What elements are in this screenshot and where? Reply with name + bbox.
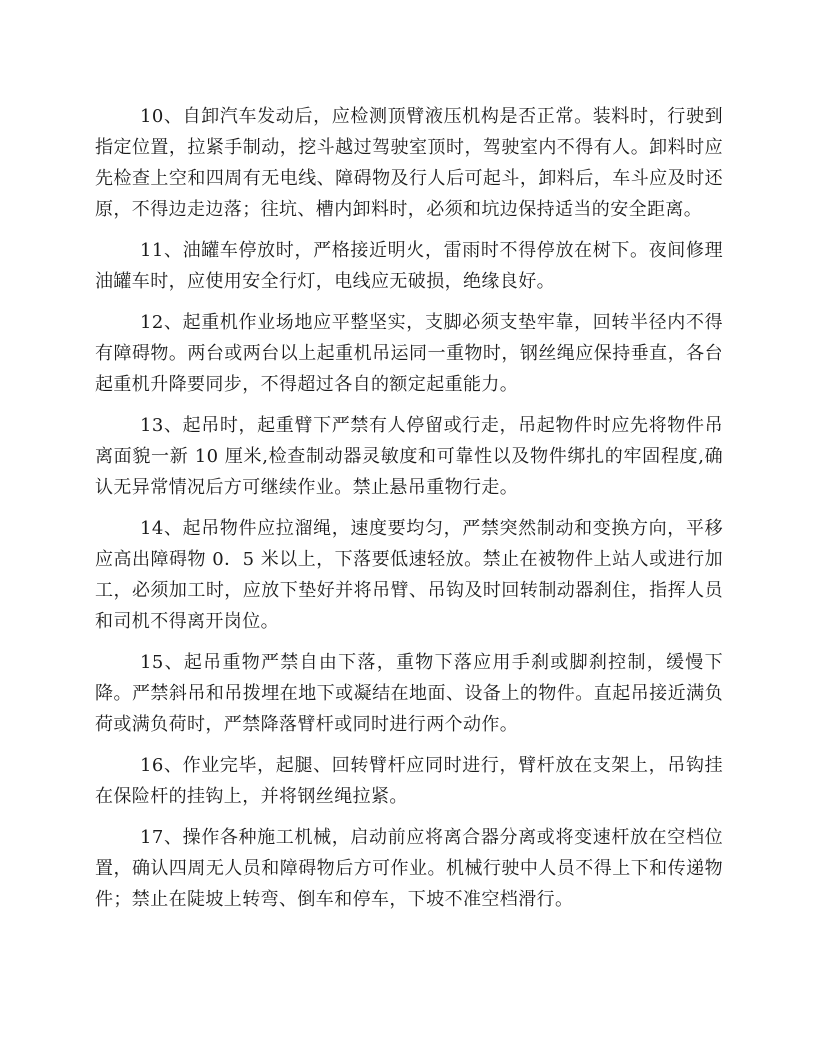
paragraph-rule-10: 10、自卸汽车发动后，应检测顶臂液压机构是否正常。装料时，行驶到指定位置，拉紧手制动，挖斗越过驾驶室顶时，驾驶室内不得有人。卸料时应先检查上空和四周有无电线、障碍物及行人后可起斗，卸料后，车斗应及时还原，不得边走边落；往坑、槽内卸料时，必须和坑边保持适当的安全距离。 [95, 106, 723, 220]
paragraph-rule-11: 11、油罐车停放时，严格接近明火，雷雨时不得停放在树下。夜间修理油罐车时，应使用安全行灯，电线应无破损，绝缘良好。 [95, 240, 723, 292]
paragraph-rule-16: 16、作业完毕，起腿、回转臂杆应同时进行，臂杆放在支架上，吊钩挂在保险杆的挂钩上，并将钢丝绳拉紧。 [95, 755, 723, 807]
paragraph-rule-12: 12、起重机作业场地应平整坚实，支脚必须支垫牢靠，回转半径内不得有障碍物。两台或两台以上起重机吊运同一重物时，钢丝绳应保持垂直，各台起重机升降要同步，不得超过各自的额定起重能力。 [95, 312, 723, 395]
paragraph-rule-15: 15、起吊重物严禁自由下落，重物下落应用手刹或脚刹控制，缓慢下降。严禁斜吊和吊拨埋在地下或凝结在地面、设备上的物件。直起吊接近满负荷或满负荷时，严禁降落臂杆或同时进行两个动作。 [95, 652, 723, 735]
paragraph-rule-17: 17、操作各种施工机械，启动前应将离合器分离或将变速杆放在空档位置，确认四周无人员和障碍物后方可作业。机械行驶中人员不得上下和传递物件；禁止在陡坡上转弯、倒车和停车，下坡不准空档滑行。 [95, 827, 723, 910]
paragraph-rule-13: 13、起吊时，起重臂下严禁有人停留或行走，吊起物件时应先将物件吊离面貌一新 10 厘米,检查制动器灵敏度和可靠性以及物件绑扎的牢固程度,确认无异常情况后方可继续作业。禁止悬吊重物行走。 [95, 415, 723, 498]
document-body [95, 101, 723, 925]
paragraph-rule-14: 14、起吊物件应拉溜绳，速度要均匀，严禁突然制动和变换方向，平移应高出障碍物 0．5 米以上，下落要低速轻放。禁止在被物件上站人或进行加工，必须加工时，应放下垫好并将吊臂、吊钩及时回转制动器刹住，指挥人员和司机不得离开岗位。 [95, 518, 723, 632]
